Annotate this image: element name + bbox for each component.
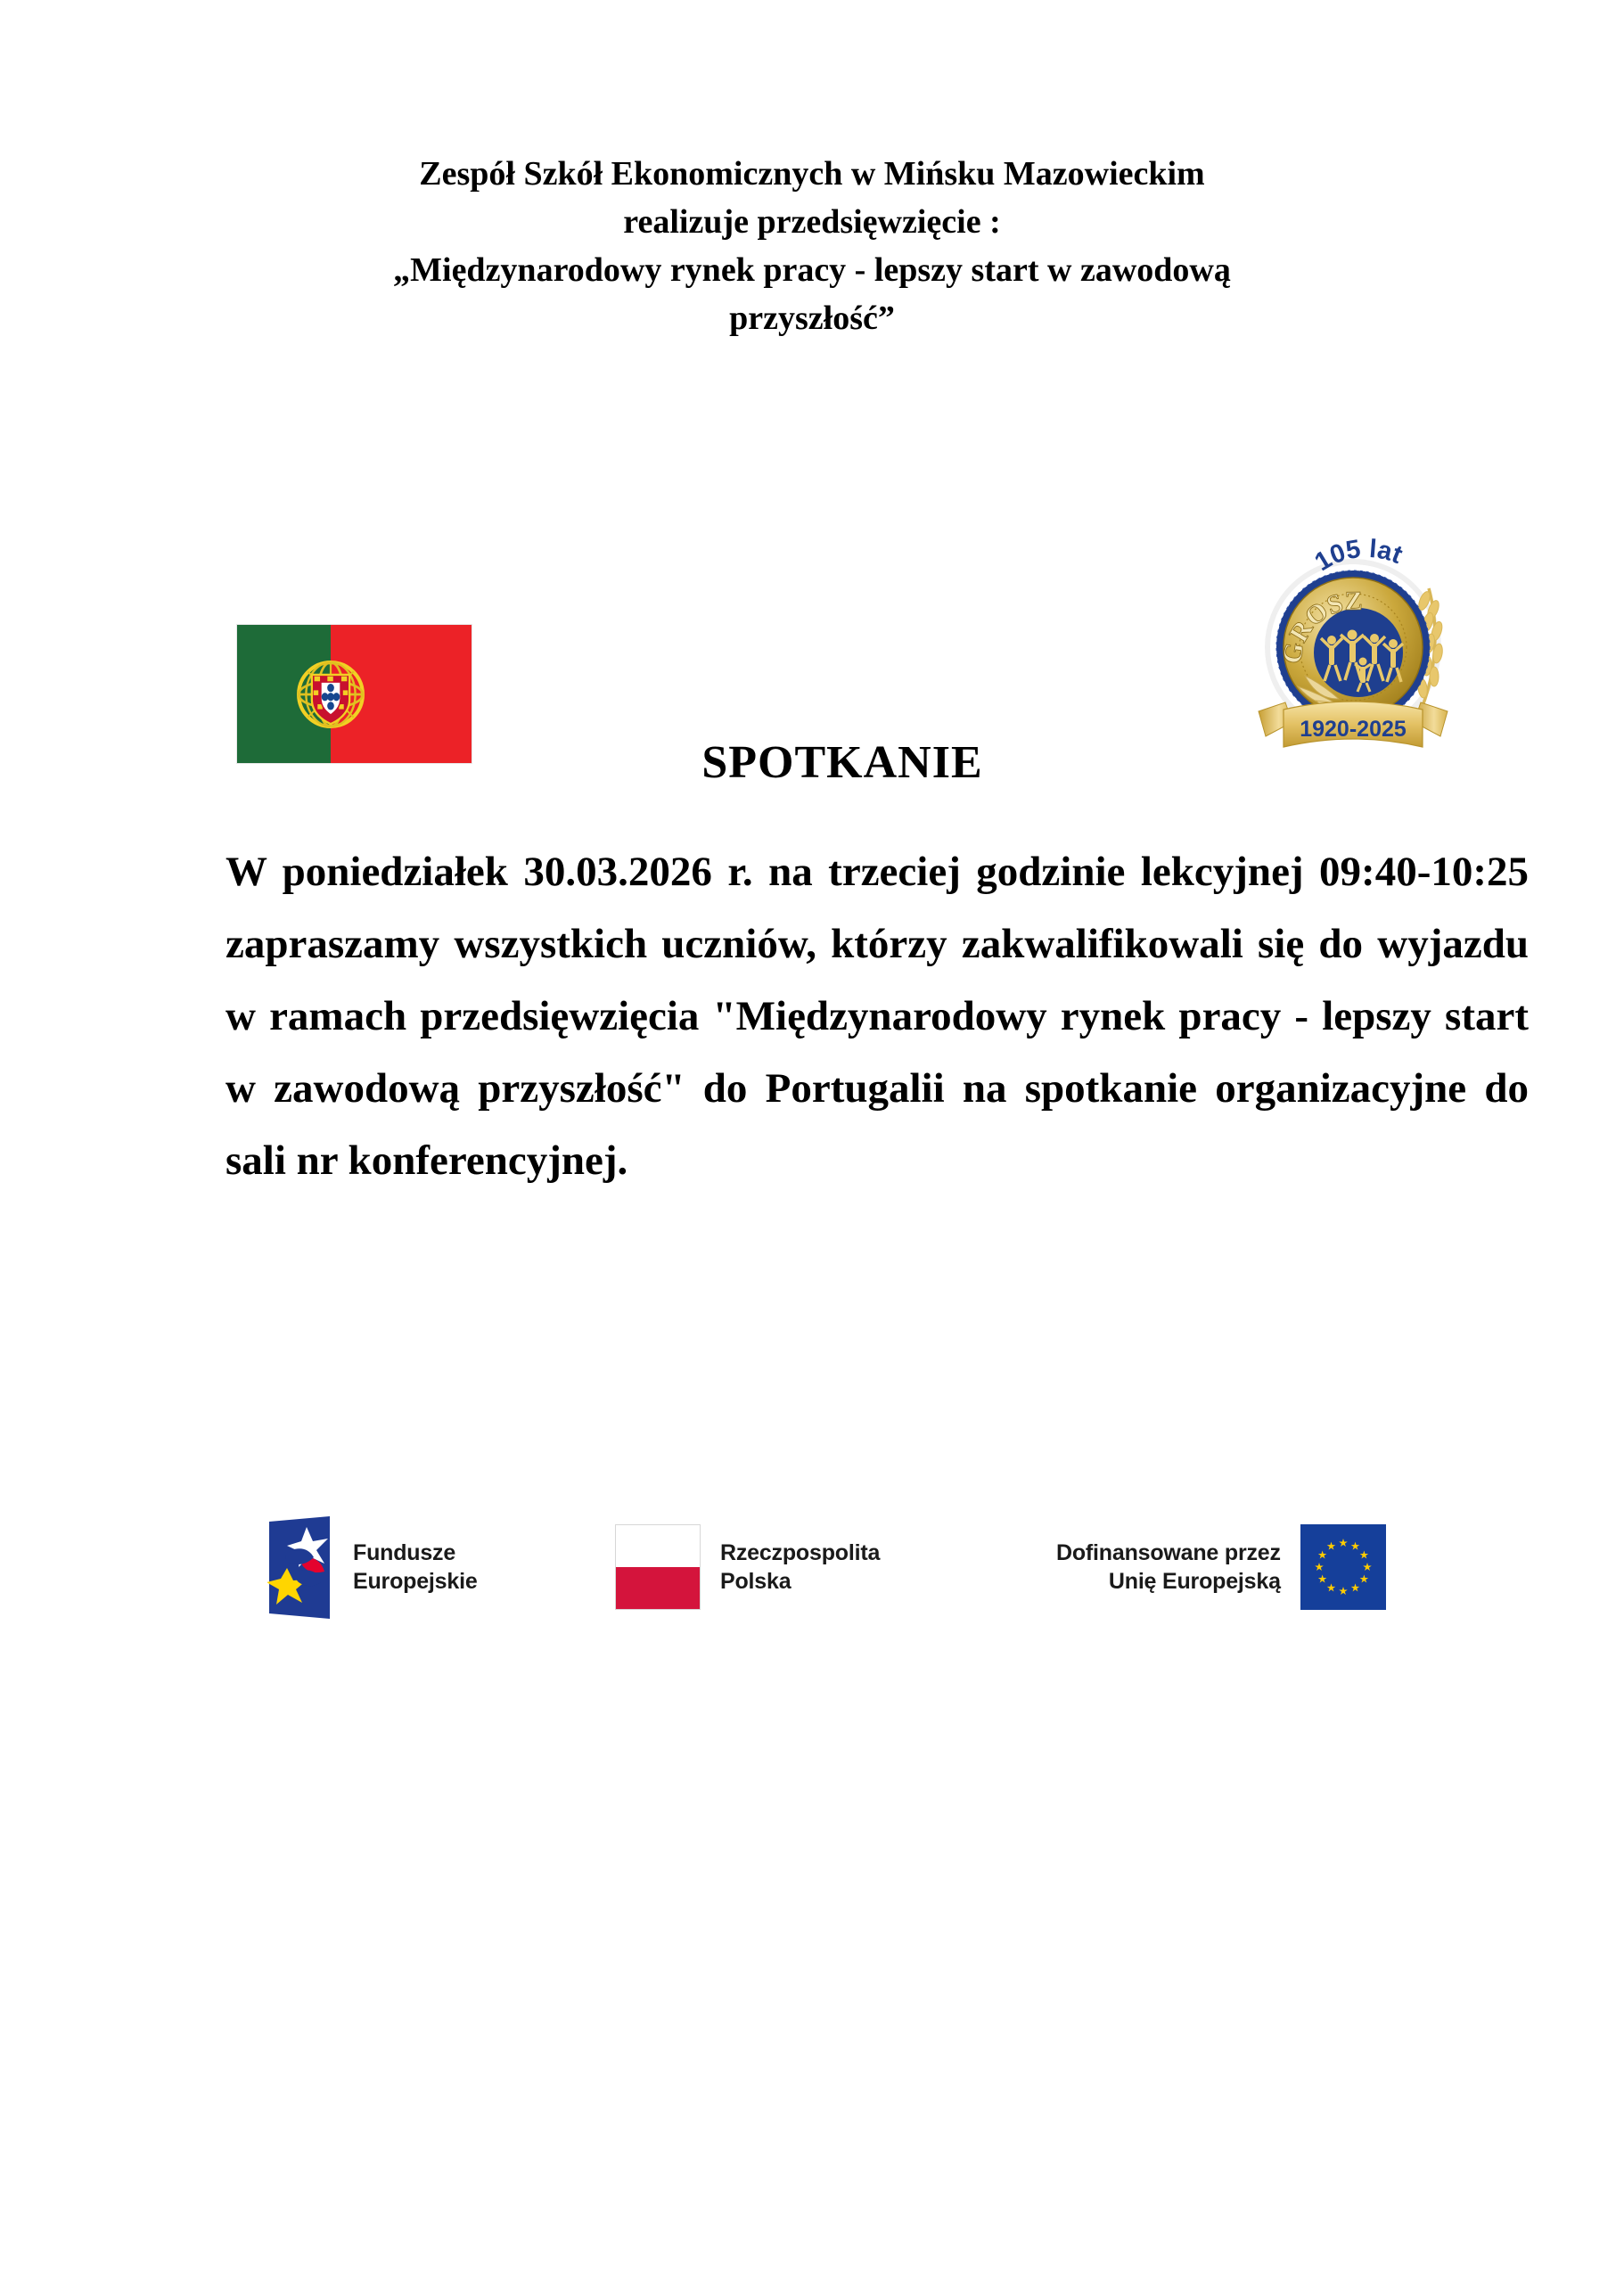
announcement-body-text: W poniedziałek 30.03.2026 r. na trzeciej godzinie lekcyjnej 09:40-10:25 zapraszamy wszystkich uczniów, którzy zakwalifikowali się do wyjazdu w ramach przedsięwzięcia "Międzynarodowy rynek pracy - lepszy start w zawodową przyszłość" do Portugalii na spotkanie organizacyjne do sali nr konferencyjnej.: [226, 849, 1529, 1184]
ribbon-years-text: 1920-2025: [1300, 717, 1407, 742]
european-union-logo: [1056, 1505, 1386, 1629]
anniversary-text: 105 lat: [1309, 535, 1407, 578]
header-line-1: Zespół Szkół Ekonomicznych w Mińsku Mazowieckim: [419, 155, 1205, 193]
eu-label-line1: Dofinansowane przez: [1056, 1540, 1281, 1565]
funding-logos-row: [0, 1505, 1624, 1629]
portugal-coat-of-arms-icon: [290, 653, 372, 735]
european-union-flag-icon: [1300, 1524, 1386, 1610]
eu-funding-label: [1056, 1539, 1281, 1596]
header-line-3: „Międzynarodowy rynek pracy - lepszy start w zawodową: [393, 251, 1231, 289]
grosz-school-emblem-icon: [1246, 535, 1469, 768]
announcement-body: [226, 836, 1529, 1197]
rzeczpospolita-label-line1: Rzeczpospolita: [720, 1540, 881, 1565]
portugal-flag-icon: [236, 624, 472, 764]
header-line-2: realizuje przedsięwzięcie :: [623, 203, 1001, 241]
fundusze-europejskie-logo: [267, 1505, 478, 1629]
fundusze-label-line1: Fundusze: [353, 1540, 456, 1565]
fundusze-label-line2: Europejskie: [353, 1569, 478, 1594]
poland-flag-icon: [615, 1524, 701, 1610]
poland-flag-white-band: [616, 1525, 700, 1567]
fundusze-europejskie-logo-icon: [267, 1516, 337, 1619]
eu-label-line2: Unię Europejską: [1108, 1569, 1281, 1594]
rzeczpospolita-label-line2: Polska: [720, 1569, 791, 1594]
rzeczpospolita-label: [720, 1539, 880, 1596]
ribbon-banner: [1259, 702, 1448, 747]
grosz-wordmark: GROSZ: [1276, 586, 1363, 666]
header-line-4: przyszłość”: [729, 300, 895, 337]
fundusze-europejskie-label: [353, 1539, 478, 1596]
page-title: SPOTKANIE: [701, 737, 983, 788]
poland-flag-red-band: [616, 1567, 700, 1609]
rzeczpospolita-polska-logo: [615, 1505, 880, 1629]
document-header: [0, 150, 1624, 342]
